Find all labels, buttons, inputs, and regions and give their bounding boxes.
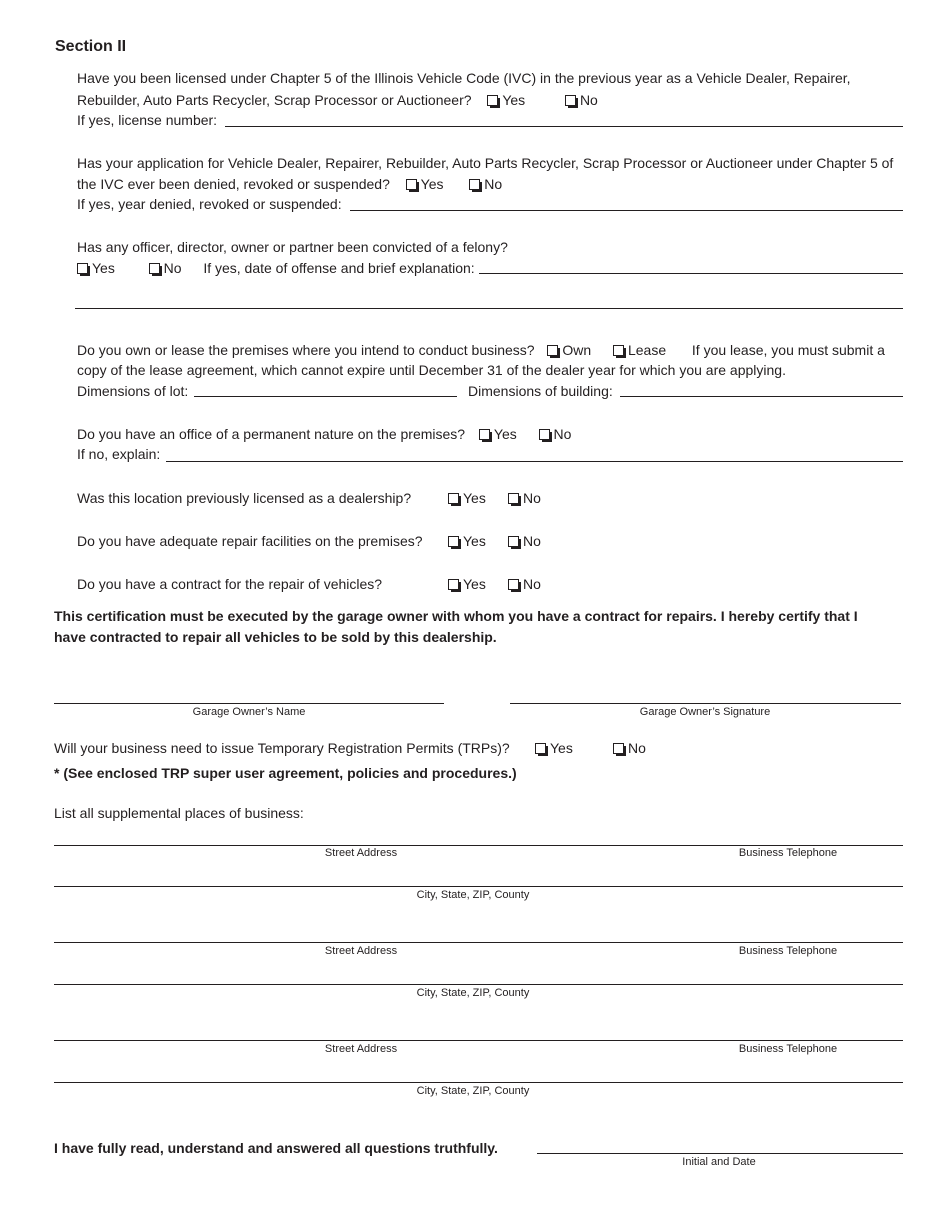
garage-owner-signature-caption: Garage Owner’s Signature [639,706,771,718]
initial-date-field[interactable] [537,1153,903,1154]
business-telephone-caption: Business Telephone [738,847,838,859]
q5-text-row [77,425,571,443]
checkbox-icon [508,493,519,504]
q7-yes-label: Yes [463,533,486,549]
q2-text-line1: Has your application for Vehicle Dealer, Repairer, Rebuilder, Auto Parts Recycler, Scrap Processor or Auctioneer under Chapter 5 of [77,155,894,171]
q2-yes-label: Yes [420,176,444,192]
trp-yes-checkbox[interactable] [535,739,573,757]
street-address-caption: Street Address [324,945,398,957]
certification-line2: have contracted to repair all vehicles to be sold by this dealership. [54,629,497,645]
office-explanation-field[interactable] [166,461,903,462]
checkbox-icon [149,263,160,274]
q6-no-label: No [523,490,541,506]
q4-own-label: Own [562,342,592,358]
checkbox-icon [508,536,519,547]
street-address-caption: Street Address [324,847,398,859]
q1-yes-label: Yes [502,92,526,108]
q2-yes-checkbox[interactable] [406,175,444,193]
q4-lease-checkbox[interactable] [613,341,666,359]
q7-text: Do you have adequate repair facilities on the premises? [77,533,423,549]
checkbox-icon [613,743,624,754]
building-dimensions-field[interactable] [620,396,903,397]
q2-text: the IVC ever been denied, revoked or suspended? [77,176,390,192]
q3-yes-label: Yes [92,260,115,276]
checkbox-icon [479,429,490,440]
q3-no-label: No [163,260,182,276]
q1-no-checkbox[interactable] [565,91,598,109]
attestation-text: I have fully read, understand and answered all questions truthfully. [54,1140,498,1156]
checkbox-icon [535,743,546,754]
q8-yes-label: Yes [463,576,486,592]
q4-text: Do you own or lease the premises where you intend to conduct business? [77,342,535,358]
q3-yes-checkbox[interactable] [77,259,115,277]
checkbox-icon [469,179,480,190]
q5-yes-label: Yes [493,426,517,442]
supplemental-title: List all supplemental places of business: [54,805,304,821]
checkbox-icon [448,536,459,547]
q5-no-checkbox[interactable] [539,425,572,443]
lot-dimensions-field[interactable] [194,396,457,397]
city-state-zip-caption: City, State, ZIP, County [416,1085,530,1097]
q1-text-line1: Have you been licensed under Chapter 5 of the Illinois Vehicle Code (IVC) in the previous year as a Vehicle Dealer, Repairer, [77,70,851,86]
q4-lease-note: If you lease, you must submit a [691,342,885,358]
initial-date-caption: Initial and Date [682,1156,756,1168]
city-state-zip-field[interactable] [54,984,903,985]
q1-yes-checkbox[interactable] [487,91,525,109]
city-state-zip-field[interactable] [54,1082,903,1083]
q6-yes-label: Yes [463,490,486,506]
street-address-field[interactable] [54,845,903,846]
section-title: Section II [55,38,127,55]
checkbox-icon [539,429,550,440]
trp-no-label: No [628,740,646,756]
q3-text: Has any officer, director, owner or partner been convicted of a felony? [77,239,508,255]
lot-dimensions-label: Dimensions of lot: [77,383,189,399]
trp-question: Will your business need to issue Temporary Registration Permits (TRPs)? [54,740,510,756]
checkbox-icon [448,579,459,590]
q1-text-line2 [77,91,598,109]
q8-no-label: No [523,576,541,592]
q7-yes-checkbox[interactable] [448,532,486,550]
q8-no-checkbox[interactable] [508,575,541,593]
q2-no-checkbox[interactable] [469,175,502,193]
building-dimensions-label: Dimensions of building: [468,383,613,399]
checkbox-icon [448,493,459,504]
license-number-field[interactable] [225,126,903,127]
q7-no-checkbox[interactable] [508,532,541,550]
certification-line1: This certification must be executed by the garage owner with whom you have a contract for repairs. I hereby certify that I [54,608,858,624]
business-telephone-caption: Business Telephone [738,1043,838,1055]
q6-text: Was this location previously licensed as a dealership? [77,490,412,506]
street-address-field[interactable] [54,1040,903,1041]
q2-text-line2 [77,175,502,193]
q4-own-checkbox[interactable] [547,341,591,359]
city-state-zip-field[interactable] [54,886,903,887]
q5-text: Do you have an office of a permanent nature on the premises? [77,426,466,442]
felony-explanation-field[interactable] [479,273,903,274]
q5-yes-checkbox[interactable] [479,425,517,443]
q3-followup-label: If yes, date of offense and brief explanation: [203,260,475,276]
q1-followup-label: If yes, license number: [77,112,218,128]
q4-text-line1 [77,341,885,359]
checkbox-icon [508,579,519,590]
garage-owner-name-caption: Garage Owner’s Name [192,706,306,718]
q2-followup-label: If yes, year denied, revoked or suspended: [77,196,342,212]
business-telephone-caption: Business Telephone [738,945,838,957]
q5-followup-label: If no, explain: [77,446,161,462]
street-address-field[interactable] [54,942,903,943]
city-state-zip-caption: City, State, ZIP, County [416,889,530,901]
trp-note: * (See enclosed TRP super user agreement, policies and procedures.) [54,765,517,781]
trp-no-checkbox[interactable] [613,739,646,757]
checkbox-icon [487,95,498,106]
q6-no-checkbox[interactable] [508,489,541,507]
q2-no-label: No [484,176,503,192]
q7-no-label: No [523,533,541,549]
q5-no-label: No [553,426,572,442]
q8-text: Do you have a contract for the repair of vehicles? [77,576,383,592]
q6-yes-checkbox[interactable] [448,489,486,507]
trp-yes-label: Yes [550,740,573,756]
q8-yes-checkbox[interactable] [448,575,486,593]
q3-options-row [77,259,475,277]
felony-explanation-field-2[interactable] [75,308,903,309]
checkbox-icon [565,95,576,106]
garage-owner-name-field[interactable] [54,703,444,704]
checkbox-icon [613,345,624,356]
q3-no-checkbox[interactable] [149,259,182,277]
city-state-zip-caption: City, State, ZIP, County [416,987,530,999]
checkbox-icon [406,179,417,190]
garage-owner-signature-field[interactable] [510,703,901,704]
q4-text-line2: copy of the lease agreement, which cannot expire until December 31 of the dealer year for which you are applying. [77,362,786,378]
q4-lease-label: Lease [627,342,667,358]
q1-no-label: No [579,92,598,108]
street-address-caption: Street Address [324,1043,398,1055]
q1-text: Rebuilder, Auto Parts Recycler, Scrap Processor or Auctioneer? [77,92,472,108]
checkbox-icon [77,263,88,274]
checkbox-icon [547,345,558,356]
denied-year-field[interactable] [350,210,903,211]
